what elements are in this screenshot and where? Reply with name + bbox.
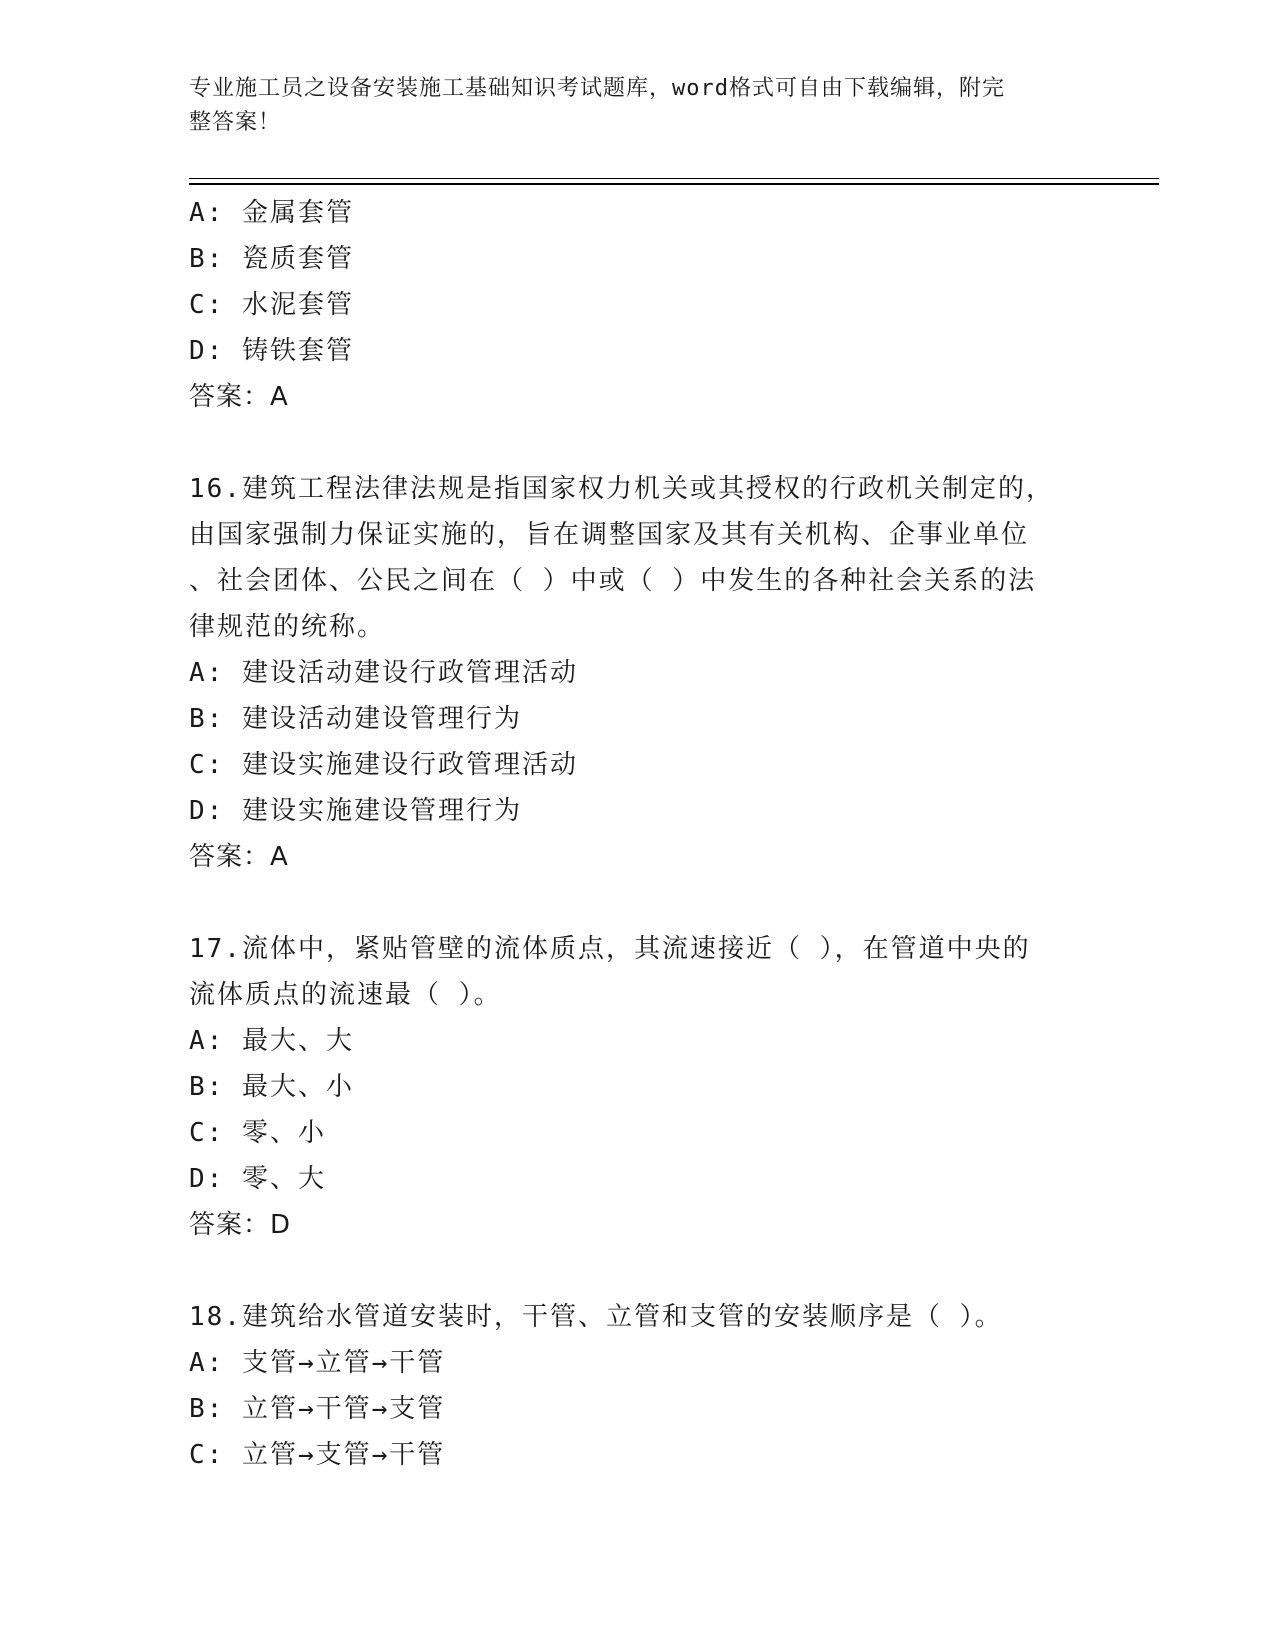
answer: 答案：A [189, 842, 289, 872]
question-stem-line: 由国家强制力保证实施的，旨在调整国家及其有关机构、企事业单位 [189, 520, 1030, 550]
question-18 [189, 1294, 1069, 1478]
spacer [189, 420, 1069, 466]
spacer [189, 1248, 1069, 1294]
header-line-2: 整答案！ [189, 110, 282, 135]
header-rule-thick [189, 183, 1159, 185]
header-line-1: 专业施工员之设备安装施工基础知识考试题库，word格式可自由下载编辑，附完 [189, 76, 1005, 101]
option-a: A: 建设活动建设行政管理活动 [189, 658, 578, 688]
option-a: A: 最大、大 [189, 1026, 354, 1056]
option-c: C: 零、小 [189, 1118, 326, 1148]
option-b: B: 瓷质套管 [189, 244, 354, 274]
header-rule-thin [189, 178, 1159, 179]
option-b: B: 立管→干管→支管 [189, 1394, 446, 1424]
question-content [189, 190, 1069, 1478]
question-stem-line: 律规范的统称。 [189, 612, 386, 642]
question-stem-line: 、社会团体、公民之间在（ ）中或（ ）中发生的各种社会关系的法 [189, 566, 1037, 596]
question-16 [189, 466, 1069, 880]
question-17 [189, 926, 1069, 1248]
answer: 答案：A [189, 382, 289, 412]
option-b: B: 建设活动建设管理行为 [189, 704, 522, 734]
question-stem-line: 流体质点的流速最（ ）。 [189, 980, 502, 1010]
spacer [189, 880, 1069, 926]
option-d: D: 零、大 [189, 1164, 326, 1194]
option-c: C: 建设实施建设行政管理活动 [189, 750, 578, 780]
option-d: D: 铸铁套管 [189, 336, 354, 366]
question-15 [189, 190, 1069, 420]
option-d: D: 建设实施建设管理行为 [189, 796, 522, 826]
option-a: A: 金属套管 [189, 198, 354, 228]
question-stem-line: 17.流体中，紧贴管壁的流体质点，其流速接近（ ），在管道中央的 [189, 934, 1031, 964]
option-c: C: 水泥套管 [189, 290, 354, 320]
answer: 答案：D [189, 1210, 292, 1240]
option-a: A: 支管→立管→干管 [189, 1348, 446, 1378]
question-stem-line: 18.建筑给水管道安装时，干管、立管和支管的安装顺序是（ ）。 [189, 1302, 1003, 1332]
option-c: C: 立管→支管→干管 [189, 1440, 446, 1470]
document-header [189, 72, 1069, 140]
question-stem-line: 16.建筑工程法律法规是指国家权力机关或其授权的行政机关制定的， [189, 474, 1054, 504]
option-b: B: 最大、小 [189, 1072, 354, 1102]
